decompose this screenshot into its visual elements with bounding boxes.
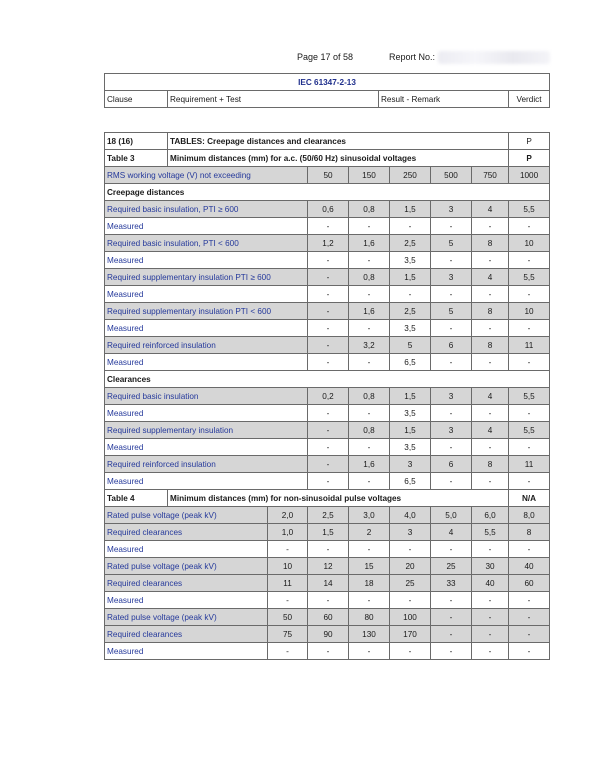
- row-value: 4: [431, 524, 472, 541]
- row-value: -: [431, 218, 472, 235]
- row-value: -: [349, 320, 390, 337]
- row-value: 0,8: [349, 201, 390, 218]
- row-value: 20: [390, 558, 431, 575]
- row-value: 75: [268, 626, 308, 643]
- row-label: Measured: [105, 439, 308, 456]
- row-value: 0,6: [308, 201, 349, 218]
- row-value: -: [472, 626, 509, 643]
- row-value: -: [308, 354, 349, 371]
- table-row: [105, 456, 550, 473]
- row-value: 18: [349, 575, 390, 592]
- row-value: 5,5: [509, 422, 550, 439]
- row-value: -: [308, 439, 349, 456]
- row-label: Measured: [105, 643, 268, 660]
- row-value: 3,2: [349, 337, 390, 354]
- table-row: [105, 507, 550, 524]
- table4-title: Minimum distances (mm) for non-sinusoidal pulse voltages: [168, 490, 509, 507]
- verdict-header: Verdict: [509, 91, 550, 108]
- row-value: -: [472, 405, 509, 422]
- section-verdict: P: [509, 133, 550, 150]
- row-value: -: [431, 609, 472, 626]
- voltage-value: 50: [308, 167, 349, 184]
- row-value: -: [472, 609, 509, 626]
- requirement-header: Requirement + Test: [168, 91, 379, 108]
- table4-title-row: [105, 490, 550, 507]
- row-value: -: [431, 252, 472, 269]
- row-value: 5: [431, 303, 472, 320]
- row-value: -: [308, 337, 349, 354]
- row-value: 1,5: [390, 269, 431, 286]
- row-value: -: [308, 286, 349, 303]
- row-value: -: [308, 456, 349, 473]
- table3-title-row: [105, 150, 550, 167]
- row-value: -: [431, 592, 472, 609]
- row-value: -: [509, 626, 550, 643]
- row-value: 40: [472, 575, 509, 592]
- row-value: 14: [308, 575, 349, 592]
- row-value: 10: [509, 303, 550, 320]
- voltage-value: 250: [390, 167, 431, 184]
- section-title: TABLES: Creepage distances and clearances: [168, 133, 509, 150]
- row-label: Required clearances: [105, 626, 268, 643]
- row-value: 1,0: [268, 524, 308, 541]
- voltage-row-label: RMS working voltage (V) not exceeding: [105, 167, 308, 184]
- row-value: 1,5: [390, 388, 431, 405]
- row-value: 60: [308, 609, 349, 626]
- row-value: 3,5: [390, 320, 431, 337]
- row-value: -: [431, 286, 472, 303]
- table3-label: Table 3: [105, 150, 168, 167]
- row-value: 8: [472, 303, 509, 320]
- row-value: -: [431, 439, 472, 456]
- row-label: Measured: [105, 252, 308, 269]
- row-value: 10: [509, 235, 550, 252]
- row-value: -: [390, 286, 431, 303]
- row-value: -: [509, 643, 550, 660]
- row-value: -: [509, 354, 550, 371]
- distances-table: [104, 132, 550, 660]
- row-value: -: [308, 269, 349, 286]
- row-value: 1,6: [349, 303, 390, 320]
- section-row: [105, 133, 550, 150]
- voltage-value: 1000: [509, 167, 550, 184]
- row-value: 11: [509, 337, 550, 354]
- table-row: [105, 541, 550, 558]
- row-value: 5,5: [509, 388, 550, 405]
- row-label: Required basic insulation, PTI ≥ 600: [105, 201, 308, 218]
- row-value: 5,5: [472, 524, 509, 541]
- row-value: -: [472, 354, 509, 371]
- row-label: Rated pulse voltage (peak kV): [105, 609, 268, 626]
- table-row: [105, 439, 550, 456]
- row-value: -: [509, 541, 550, 558]
- row-value: -: [509, 439, 550, 456]
- row-value: 6: [431, 456, 472, 473]
- table-row: [105, 354, 550, 371]
- row-value: 1,5: [390, 201, 431, 218]
- row-value: -: [308, 405, 349, 422]
- row-value: -: [349, 354, 390, 371]
- row-value: -: [349, 439, 390, 456]
- row-value: -: [509, 218, 550, 235]
- row-value: -: [509, 252, 550, 269]
- result-header: Result - Remark: [379, 91, 509, 108]
- clearances-heading-label: Clearances: [105, 371, 550, 388]
- row-value: 5,5: [509, 269, 550, 286]
- row-label: Required clearances: [105, 524, 268, 541]
- row-value: -: [472, 439, 509, 456]
- row-value: 3: [431, 388, 472, 405]
- table-row: [105, 575, 550, 592]
- table-row: [105, 218, 550, 235]
- row-value: 50: [268, 609, 308, 626]
- row-value: 130: [349, 626, 390, 643]
- row-value: 3,5: [390, 439, 431, 456]
- row-label: Measured: [105, 320, 308, 337]
- table-row: [105, 320, 550, 337]
- row-value: 6,0: [472, 507, 509, 524]
- row-value: 5,5: [509, 201, 550, 218]
- row-value: 25: [431, 558, 472, 575]
- row-value: 40: [509, 558, 550, 575]
- row-value: 30: [472, 558, 509, 575]
- row-value: -: [349, 286, 390, 303]
- row-value: 1,6: [349, 456, 390, 473]
- section-clause: 18 (16): [105, 133, 168, 150]
- row-label: Measured: [105, 354, 308, 371]
- row-value: 10: [268, 558, 308, 575]
- row-value: -: [472, 592, 509, 609]
- row-value: 3: [431, 269, 472, 286]
- table-row: [105, 422, 550, 439]
- row-value: -: [268, 592, 308, 609]
- row-value: -: [472, 541, 509, 558]
- row-value: -: [431, 626, 472, 643]
- row-value: -: [509, 286, 550, 303]
- row-value: 8: [472, 456, 509, 473]
- table-row: [105, 473, 550, 490]
- row-label: Rated pulse voltage (peak kV): [105, 558, 268, 575]
- row-value: 4: [472, 388, 509, 405]
- header-table: [104, 73, 550, 108]
- table-row: [105, 337, 550, 354]
- row-value: 5: [390, 337, 431, 354]
- row-label: Required basic insulation: [105, 388, 308, 405]
- clause-header: Clause: [105, 91, 168, 108]
- table-row: [105, 201, 550, 218]
- row-value: -: [472, 252, 509, 269]
- row-label: Measured: [105, 405, 308, 422]
- row-label: Measured: [105, 473, 308, 490]
- row-value: 60: [509, 575, 550, 592]
- row-value: 170: [390, 626, 431, 643]
- row-value: 8: [472, 337, 509, 354]
- creepage-heading-label: Creepage distances: [105, 184, 550, 201]
- row-value: -: [349, 405, 390, 422]
- redacted-report-number: [438, 51, 550, 64]
- row-value: -: [472, 320, 509, 337]
- row-value: 5,0: [431, 507, 472, 524]
- row-value: -: [431, 643, 472, 660]
- row-value: -: [472, 643, 509, 660]
- row-value: -: [268, 643, 308, 660]
- row-value: 0,2: [308, 388, 349, 405]
- table-row: [105, 626, 550, 643]
- row-label: Measured: [105, 286, 308, 303]
- row-value: 6,5: [390, 473, 431, 490]
- standard-title: IEC 61347-2-13: [105, 74, 550, 91]
- row-value: 8,0: [509, 507, 550, 524]
- row-value: 33: [431, 575, 472, 592]
- table-row: [105, 252, 550, 269]
- row-value: 12: [308, 558, 349, 575]
- voltage-value: 150: [349, 167, 390, 184]
- table-row: [105, 235, 550, 252]
- row-label: Required supplementary insulation: [105, 422, 308, 439]
- row-value: -: [509, 320, 550, 337]
- row-value: -: [349, 473, 390, 490]
- row-value: 0,8: [349, 388, 390, 405]
- row-value: 11: [509, 456, 550, 473]
- row-value: 100: [390, 609, 431, 626]
- row-value: -: [349, 643, 390, 660]
- table3-verdict: P: [509, 150, 550, 167]
- row-value: -: [349, 541, 390, 558]
- row-label: Measured: [105, 218, 308, 235]
- report-number-label: Report No.:: [389, 52, 436, 62]
- table3-title: Minimum distances (mm) for a.c. (50/60 Hz) sinusoidal voltages: [168, 150, 509, 167]
- row-value: 4: [472, 269, 509, 286]
- row-value: 0,8: [349, 422, 390, 439]
- row-value: 1,5: [390, 422, 431, 439]
- table-row: [105, 609, 550, 626]
- row-label: Required supplementary insulation PTI ≥ 600: [105, 269, 308, 286]
- row-value: -: [390, 643, 431, 660]
- table4-label: Table 4: [105, 490, 168, 507]
- table-row: [105, 643, 550, 660]
- row-value: 3: [390, 524, 431, 541]
- row-value: -: [509, 609, 550, 626]
- voltage-row: [105, 167, 550, 184]
- table-row: [105, 303, 550, 320]
- page-header: [0, 52, 600, 66]
- row-label: Required supplementary insulation PTI < 600: [105, 303, 308, 320]
- row-label: Required reinforced insulation: [105, 337, 308, 354]
- row-value: 4,0: [390, 507, 431, 524]
- row-value: 3: [431, 201, 472, 218]
- voltage-value: 500: [431, 167, 472, 184]
- row-value: 2,0: [268, 507, 308, 524]
- row-value: 2,5: [390, 235, 431, 252]
- row-value: 25: [390, 575, 431, 592]
- row-label: Rated pulse voltage (peak kV): [105, 507, 268, 524]
- row-value: -: [308, 218, 349, 235]
- row-value: -: [390, 218, 431, 235]
- table-row: [105, 286, 550, 303]
- row-value: -: [509, 592, 550, 609]
- row-value: -: [472, 286, 509, 303]
- row-value: 3: [431, 422, 472, 439]
- row-value: 1,2: [308, 235, 349, 252]
- row-value: 2,5: [390, 303, 431, 320]
- row-value: 6,5: [390, 354, 431, 371]
- table-row: [105, 269, 550, 286]
- row-label: Measured: [105, 541, 268, 558]
- row-value: -: [308, 541, 349, 558]
- creepage-heading: [105, 184, 550, 201]
- voltage-value: 750: [472, 167, 509, 184]
- table-row: [105, 558, 550, 575]
- row-label: Required clearances: [105, 575, 268, 592]
- row-value: -: [308, 252, 349, 269]
- table-row: [105, 592, 550, 609]
- row-value: 80: [349, 609, 390, 626]
- row-value: -: [431, 354, 472, 371]
- row-value: 5: [431, 235, 472, 252]
- row-value: 3,5: [390, 405, 431, 422]
- row-value: -: [349, 252, 390, 269]
- row-value: 3,5: [390, 252, 431, 269]
- row-value: 2,5: [308, 507, 349, 524]
- row-value: -: [431, 320, 472, 337]
- row-value: 4: [472, 201, 509, 218]
- row-value: -: [509, 473, 550, 490]
- row-value: -: [308, 473, 349, 490]
- row-value: -: [472, 218, 509, 235]
- row-value: -: [349, 592, 390, 609]
- table-row: [105, 524, 550, 541]
- row-value: -: [472, 473, 509, 490]
- page-number: Page 17 of 58: [297, 52, 354, 62]
- row-value: 8: [472, 235, 509, 252]
- row-value: -: [431, 473, 472, 490]
- row-value: -: [509, 405, 550, 422]
- row-value: 15: [349, 558, 390, 575]
- row-value: -: [390, 592, 431, 609]
- row-value: -: [308, 303, 349, 320]
- row-value: -: [308, 320, 349, 337]
- row-value: 8: [509, 524, 550, 541]
- row-value: 90: [308, 626, 349, 643]
- row-value: -: [268, 541, 308, 558]
- row-value: -: [308, 422, 349, 439]
- row-value: 4: [472, 422, 509, 439]
- row-value: 2: [349, 524, 390, 541]
- row-value: -: [349, 218, 390, 235]
- row-value: -: [308, 643, 349, 660]
- row-value: 0,8: [349, 269, 390, 286]
- row-value: 1,5: [308, 524, 349, 541]
- table4-verdict: N/A: [509, 490, 550, 507]
- row-label: Required reinforced insulation: [105, 456, 308, 473]
- row-value: -: [390, 541, 431, 558]
- row-value: -: [431, 405, 472, 422]
- row-value: -: [308, 592, 349, 609]
- row-value: 11: [268, 575, 308, 592]
- row-value: 3: [390, 456, 431, 473]
- row-value: 6: [431, 337, 472, 354]
- row-label: Required basic insulation, PTI < 600: [105, 235, 308, 252]
- row-value: 3,0: [349, 507, 390, 524]
- row-value: 1,6: [349, 235, 390, 252]
- table-row: [105, 388, 550, 405]
- row-value: -: [431, 541, 472, 558]
- row-label: Measured: [105, 592, 268, 609]
- table-row: [105, 405, 550, 422]
- clearances-heading: [105, 371, 550, 388]
